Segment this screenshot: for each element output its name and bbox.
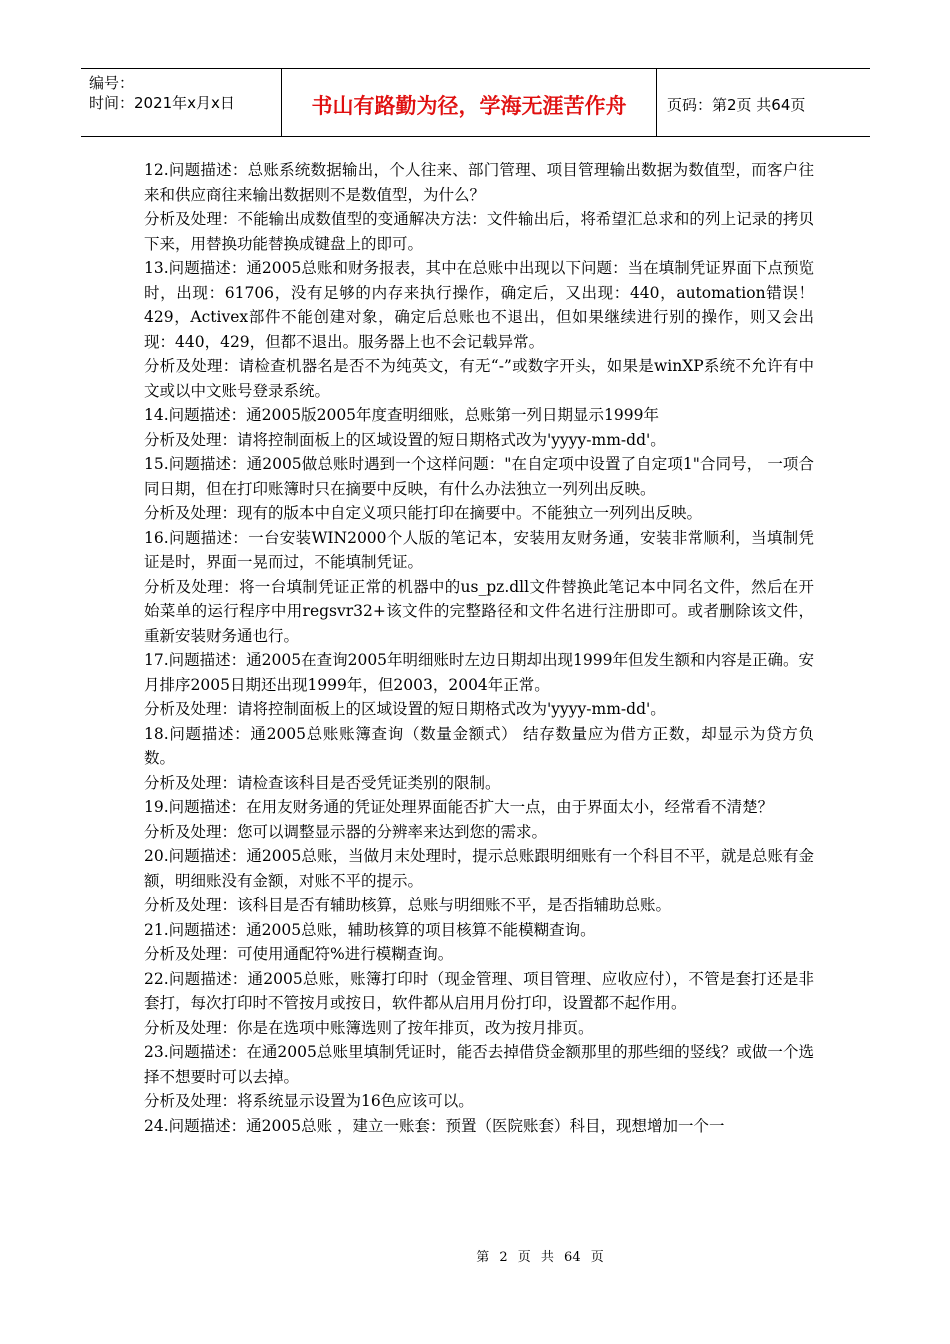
paragraph: 分析及处理：请检查该科目是否受凭证类别的限制。 [144,773,501,792]
paragraph: 分析及处理：现有的版本中自定义项只能打印在摘要中。不能独立一列列出反映。 [144,504,703,522]
paragraph: 18.问题描述：通2005总账账簿查询（数量金额式） 结存数量应为借方正数，却显示为贷方负数。 [144,724,814,767]
header-meta [81,69,282,136]
paragraph: 分析及处理：请将控制面板上的区域设置的短日期格式改为'yyyy-mm-dd'。 [144,700,666,718]
time-label: 时间：2021年x月x日 [89,94,235,112]
paragraph: 12.问题描述：总账系统数据输出，个人往来、部门管理、项目管理输出数据为数值型，而客户往来和供应商往来输出数据则不是数值型，为什么？ [144,161,814,204]
paragraph: 分析及处理：该科目是否有辅助核算，总账与明细账不平，是否指辅助总账。 [144,896,672,914]
paragraph: 分析及处理：请将控制面板上的区域设置的短日期格式改为'yyyy-mm-dd'。 [144,430,666,449]
paragraph: 20.问题描述：通2005总账，当做月末处理时，提示总账跟明细账有一个科目不平，就是总账有金额，明细账没有金额，对账不平的提示。 [144,847,814,890]
paragraph: 分析及处理：请检查机器名是否不为纯英文，有无“-”或数字开头，如果是winXP系统不允许有中文或以中文账号登录系统。 [144,357,814,400]
paragraph: 分析及处理：你是在选项中账簿选则了按年排页，改为按月排页。 [144,1018,594,1037]
paragraph: 19.问题描述：在用友财务通的凭证处理界面能否扩大一点，由于界面太小，经常看不清楚？ [144,798,774,816]
number-label: 编号： [89,74,135,92]
paragraph: 分析及处理：可使用通配符%进行模糊查询。 [144,945,454,963]
paragraph: 17.问题描述：通2005在查询2005年明细账时左边日期却出现1999年但发生额和内容是正确。安月排序2005日期还出现1999年，但2003，2004年正常。 [144,651,814,694]
header-motto [282,69,657,136]
paragraph: 16.问题描述：一台安装WIN2000个人版的笔记本，安装用友财务通，安装非常顺利，当填制凭证是时，界面一晃而过，不能填制凭证。 [144,528,814,571]
header-page-info [657,69,870,136]
motto-text: 书山有路勤为径，学海无涯苦作舟 [311,93,627,118]
page-info-text: 页码：第2页 共64页 [667,96,806,114]
paragraph: 13.问题描述：通2005总账和财务报表，其中在总账中出现以下问题：当在填制凭证界面下点预览时，出现：61706，没有足够的内存来执行操作，确定后，又出现：440，automation错误！429，Activex部件不能创建对象，确定后总账也不退出，但如果继续进行别的操作，则又会出现：440，429，但都不退出。服务器上也不会记载异常。 [144,259,814,351]
footer-page-number: 第 2 页 共 64 页 [476,1250,604,1265]
page-header [81,68,870,137]
page-footer [0,1246,950,1265]
paragraph: 24.问题描述：通2005总账 ，建立一账套：预置（医院账套）科目，现想增加一个一 [144,1116,725,1135]
document-body [144,158,814,1138]
paragraph: 23.问题描述：在通2005总账里填制凭证时，能否去掉借贷金额那里的那些细的竖线？或做一个选择不想要时可以去掉。 [144,1043,814,1086]
paragraph: 21.问题描述：通2005总账，辅助核算的项目核算不能模糊查询。 [144,920,596,939]
paragraph: 分析及处理：将一台填制凭证正常的机器中的us_pz.dll文件替换此笔记本中同名文件，然后在开始菜单的运行程序中用regsvr32+该文件的完整路径和文件名进行注册即可。或者删除该文件，重新安装财务通也行。 [144,577,814,645]
paragraph: 14.问题描述：通2005版2005年度查明细账，总账第一列日期显示1999年 [144,406,659,424]
paragraph: 分析及处理：将系统显示设置为16色应该可以。 [144,1092,474,1110]
paragraph: 分析及处理：不能输出成数值型的变通解决方法：文件输出后，将希望汇总求和的列上记录的拷贝下来，用替换功能替换成键盘上的即可。 [144,210,814,253]
paragraph: 15.问题描述：通2005做总账时遇到一个这样问题："在自定项中设置了自定项1"合同号， 一项合同日期，但在打印账簿时只在摘要中反映，有什么办法独立一列列出反映。 [144,455,814,498]
paragraph: 22.问题描述：通2005总账，账簿打印时（现金管理、项目管理、应收应付），不管是套打还是非套打，每次打印时不管按月或按日，软件都从启用月份打印，设置都不起作用。 [144,969,814,1012]
paragraph: 分析及处理：您可以调整显示器的分辨率来达到您的需求。 [144,822,548,841]
